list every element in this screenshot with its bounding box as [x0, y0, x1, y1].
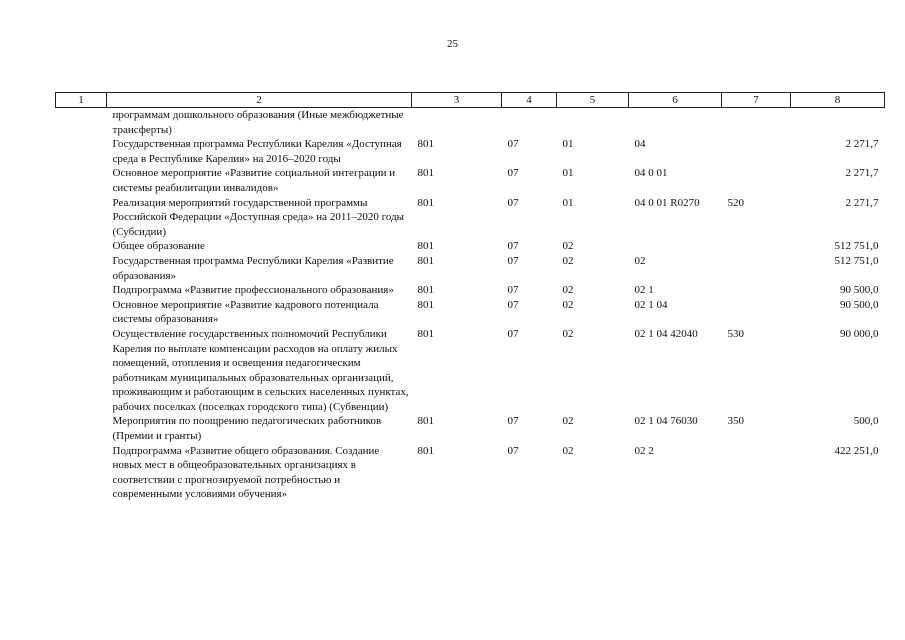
- row-number-cell: [56, 444, 107, 502]
- ministry-code-cell: [412, 108, 502, 138]
- name-cell: Подпрограмма «Развитие профессионального образования»: [112, 284, 394, 297]
- section-cell: [502, 108, 557, 138]
- subsection-cell: 02: [562, 444, 574, 457]
- table-row: [56, 254, 885, 283]
- target-article-cell: [629, 239, 722, 254]
- column-header-2: 2: [107, 93, 412, 108]
- row-number-cell: [56, 414, 107, 443]
- section-cell: 07: [507, 327, 519, 340]
- ministry-code-cell: 801: [417, 254, 434, 267]
- target-article-cell: 02 1 04 42040: [634, 327, 698, 340]
- ministry-code-cell: 801: [417, 415, 434, 428]
- section-cell: 07: [507, 240, 519, 253]
- column-header-6: 6: [629, 93, 722, 108]
- row-number-cell: [56, 239, 107, 254]
- expense-type-cell: [722, 137, 791, 166]
- row-number-cell: [56, 298, 107, 327]
- expense-type-cell: [722, 254, 791, 283]
- target-article-cell: 04 0 01: [634, 167, 668, 180]
- table-header: [56, 93, 885, 108]
- ministry-code-cell: 801: [417, 327, 434, 340]
- section-cell: 07: [507, 298, 519, 311]
- table-row: [56, 137, 885, 166]
- row-number-cell: [56, 137, 107, 166]
- name-cell: Мероприятия по поощрению педагогических работников (Премии и гранты): [112, 415, 382, 443]
- target-article-cell: 02 1 04 76030: [634, 415, 698, 428]
- page-number: 25: [447, 38, 458, 50]
- budget-table: [55, 92, 885, 502]
- ministry-code-cell: 801: [417, 196, 434, 209]
- name-cell: Общее образование: [112, 240, 205, 253]
- subsection-cell: 01: [562, 138, 574, 151]
- row-number-cell: [56, 108, 107, 138]
- target-article-cell: 04 0 01 R0270: [634, 196, 700, 209]
- name-cell: Основное мероприятие «Развитие социальной интеграции и системы реабилитации инвалидов»: [112, 167, 396, 194]
- expense-type-cell: [722, 444, 791, 502]
- header-row: [56, 93, 885, 108]
- subsection-cell: 02: [562, 240, 574, 253]
- ministry-code-cell: 801: [417, 167, 434, 180]
- section-cell: 07: [507, 138, 519, 151]
- table-row: [56, 239, 885, 254]
- target-article-cell: 02 1: [634, 284, 654, 297]
- table-row: [56, 327, 885, 415]
- section-cell: 07: [507, 196, 519, 209]
- name-cell: Реализация мероприятий государственной программы Российской Федерации «Доступная среда» на 2011–2020 годы (Субсидии): [112, 196, 405, 238]
- subsection-cell: 01: [562, 196, 574, 209]
- ministry-code-cell: 801: [417, 240, 434, 253]
- amount-cell: 2 271,7: [845, 167, 879, 180]
- amount-cell: 512 751,0: [834, 254, 879, 267]
- name-cell: Государственная программа Республики Карелия «Доступная среда в Республике Карелия» на 2016–2020 годы: [112, 138, 402, 165]
- table-body: [56, 108, 885, 503]
- row-number-cell: [56, 283, 107, 298]
- section-cell: 07: [507, 444, 519, 457]
- name-cell: программам дошкольного образования (Иные межбюджетные трансферты): [112, 109, 404, 136]
- expense-type-cell: [722, 166, 791, 195]
- ministry-code-cell: 801: [417, 298, 434, 311]
- subsection-cell: [557, 108, 629, 138]
- table-row: [56, 298, 885, 327]
- table-row: [56, 283, 885, 298]
- amount-cell: 422 251,0: [834, 444, 879, 457]
- target-article-cell: 02 2: [634, 444, 654, 457]
- amount-cell: 2 271,7: [845, 138, 879, 151]
- subsection-cell: 02: [562, 284, 574, 297]
- section-cell: 07: [507, 415, 519, 428]
- expense-type-cell: [722, 298, 791, 327]
- expense-type-cell: [722, 283, 791, 298]
- subsection-cell: 02: [562, 298, 574, 311]
- target-article-cell: 02 1 04: [634, 298, 668, 311]
- subsection-cell: 02: [562, 415, 574, 428]
- column-header-8: 8: [791, 93, 885, 108]
- amount-cell: 2 271,7: [845, 196, 879, 209]
- section-cell: 07: [507, 284, 519, 297]
- expense-type-cell: 350: [727, 415, 744, 428]
- name-cell: Государственная программа Республики Карелия «Развитие образования»: [112, 254, 394, 282]
- amount-cell: 90 500,0: [840, 298, 879, 311]
- expense-type-cell: [722, 239, 791, 254]
- subsection-cell: 02: [562, 254, 574, 267]
- column-header-3: 3: [412, 93, 502, 108]
- name-cell: Основное мероприятие «Развитие кадрового потенциала системы образования»: [112, 298, 379, 326]
- amount-cell: [791, 108, 885, 138]
- target-article-cell: 02: [634, 254, 646, 267]
- subsection-cell: 02: [562, 327, 574, 340]
- table-row: [56, 444, 885, 502]
- column-header-5: 5: [557, 93, 629, 108]
- row-number-cell: [56, 327, 107, 415]
- section-cell: 07: [507, 167, 519, 180]
- amount-cell: 500,0: [853, 415, 879, 428]
- name-cell: Подпрограмма «Развитие общего образования. Создание новых мест в общеобразовательных организациях в соответствии с прогнозируемой потребностью и современными условиями обучения»: [112, 444, 380, 501]
- amount-cell: 90 500,0: [840, 284, 879, 297]
- table-row: [56, 108, 885, 138]
- expense-type-cell: 520: [727, 196, 744, 209]
- ministry-code-cell: 801: [417, 284, 434, 297]
- target-article-cell: 04: [634, 138, 646, 151]
- table-row: [56, 166, 885, 195]
- ministry-code-cell: 801: [417, 138, 434, 151]
- subsection-cell: 01: [562, 167, 574, 180]
- column-header-1: 1: [56, 93, 107, 108]
- table-row: [56, 196, 885, 240]
- row-number-cell: [56, 196, 107, 240]
- expense-type-cell: 530: [727, 327, 744, 340]
- table-row: [56, 414, 885, 443]
- column-header-7: 7: [722, 93, 791, 108]
- column-header-4: 4: [502, 93, 557, 108]
- target-article-cell: [629, 108, 722, 138]
- section-cell: 07: [507, 254, 519, 267]
- row-number-cell: [56, 166, 107, 195]
- amount-cell: 512 751,0: [834, 240, 879, 253]
- row-number-cell: [56, 254, 107, 283]
- amount-cell: 90 000,0: [840, 327, 879, 340]
- expense-type-cell: [722, 108, 791, 138]
- name-cell: Осуществление государственных полномочий Республики Карелия по выплате компенсации расходов на оплату жилых помещений, отопления и освещения педагогическим работникам муниципальных образовательных организаций, проживающим и работающим в сельских населенных пунктах, рабочих поселках (поселках городского типа) (Субвенции): [112, 327, 409, 413]
- ministry-code-cell: 801: [417, 444, 434, 457]
